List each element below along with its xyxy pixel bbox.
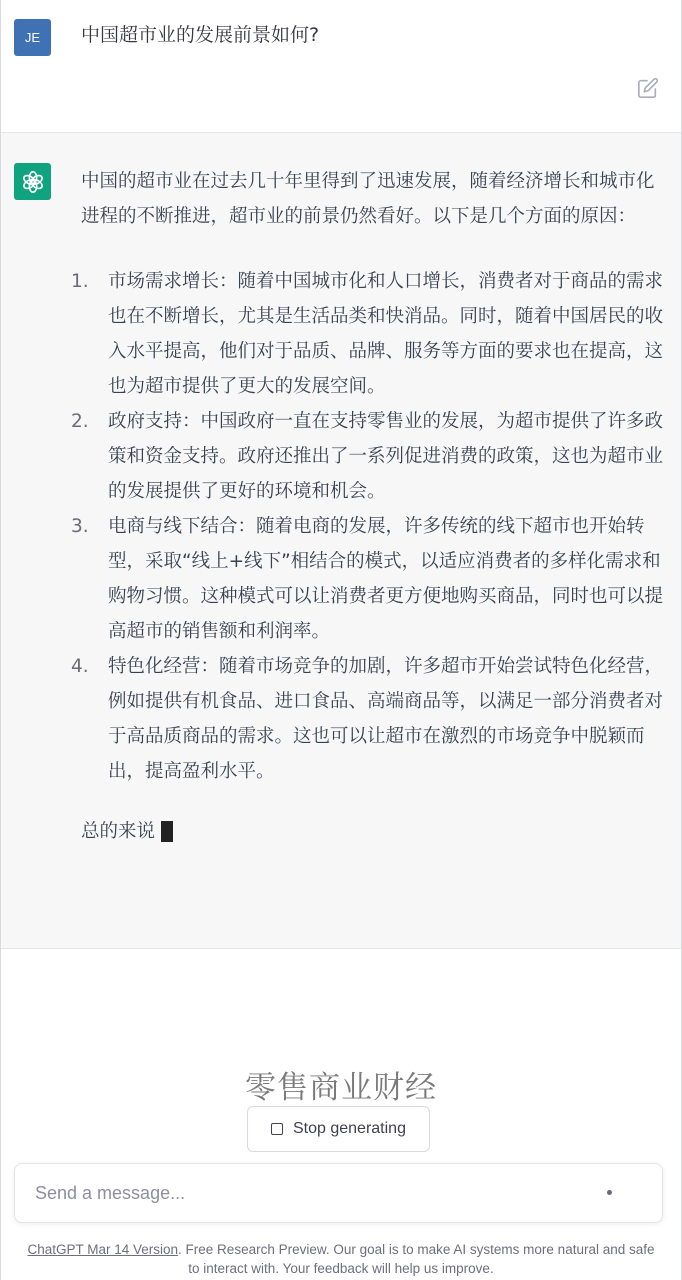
- list-item-text: 政府支持：中国政府一直在支持零售业的发展，为超市提供了许多政策和资金支持。政府还推出了一系列促进消费的政策，这也为超市业的发展提供了更好的环境和机会。: [108, 411, 664, 502]
- footer-text: . Free Research Preview. Our goal is to make AI systems more natural and safe to interact with. Your feedback will help us improve.: [178, 1242, 655, 1276]
- stop-generating-label: Stop generating: [293, 1120, 406, 1137]
- version-link[interactable]: ChatGPT Mar 14 Version: [27, 1242, 179, 1257]
- openai-logo-icon: [20, 169, 46, 195]
- list-item-text: 电商与线下结合：随着电商的发展，许多传统的线下超市也开始转型，采取“线上+线下”相结合的模式，以适应消费者的多样化需求和购物习惯。这种模式可以让消费者更方便地购买商品，同时也可以提高超市的销售额和利润率。: [108, 516, 664, 642]
- assistant-intro: 中国的超市业在过去几十年里得到了迅速发展，随着经济增长和城市化进程的不断推进，超市业的前景仍然看好。以下是几个方面的原因：: [81, 171, 655, 227]
- edit-icon[interactable]: [637, 77, 659, 99]
- user-message-text: 中国超市业的发展前景如何?: [81, 24, 320, 46]
- send-loading-icon[interactable]: [607, 1190, 612, 1195]
- list-item: [71, 509, 666, 649]
- list-item-number: 2.: [71, 411, 89, 432]
- assistant-message-row: [1, 133, 681, 949]
- list-item-number: 4.: [71, 656, 89, 677]
- list-item: [71, 649, 666, 789]
- list-item-text: 市场需求增长：随着中国城市化和人口增长，消费者对于商品的需求也在不断增长，尤其是生活品类和快消品。同时，随着中国居民的收入水平提高，他们对于品质、品牌、服务等方面的要求也在提高，这也为超市提供了更大的发展空间。: [108, 271, 664, 397]
- message-composer: [14, 1163, 663, 1223]
- list-item-number: 3.: [71, 516, 89, 537]
- message-input[interactable]: [35, 1164, 595, 1222]
- summary-text: 总的来说: [81, 821, 156, 842]
- assistant-avatar: [14, 163, 51, 200]
- list-item: [71, 264, 666, 404]
- list-item-number: 1.: [71, 271, 89, 292]
- assistant-message-content: [71, 164, 666, 849]
- footer-disclaimer: [21, 1240, 661, 1278]
- assistant-summary: [81, 814, 666, 849]
- user-avatar: JE: [14, 19, 51, 56]
- watermark: 零售商业财经: [245, 1070, 437, 1106]
- reasons-list: [71, 264, 666, 789]
- stop-generating-button[interactable]: [247, 1106, 430, 1152]
- stop-icon: [271, 1123, 283, 1135]
- list-item: [71, 404, 666, 509]
- typing-cursor: [161, 821, 173, 842]
- user-message-row: [1, 0, 681, 133]
- list-item-text: 特色化经营：随着市场竞争的加剧，许多超市开始尝试特色化经营，例如提供有机食品、进口食品、高端商品等，以满足一部分消费者对于高品质商品的需求。这也可以让超市在激烈的市场竞争中脱颖而出，提高盈利水平。: [108, 656, 664, 782]
